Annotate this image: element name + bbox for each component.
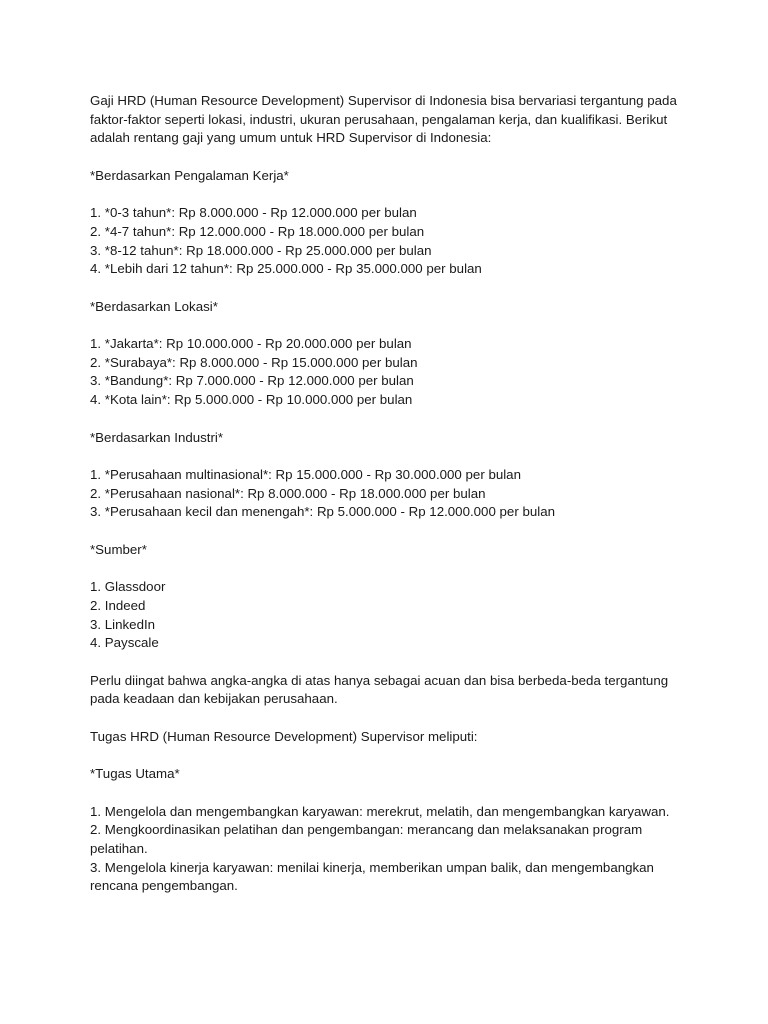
spacer xyxy=(90,148,690,167)
location-list xyxy=(90,335,690,410)
list-item: 4. *Lebih dari 12 tahun*: Rp 25.000.000 - Rp 35.000.000 per bulan xyxy=(90,261,482,277)
spacer xyxy=(90,559,690,578)
experience-list xyxy=(90,204,690,279)
list-item: 2. *Perusahaan nasional*: Rp 8.000.000 - Rp 18.000.000 per bulan xyxy=(90,485,486,501)
sources-list xyxy=(90,578,690,653)
duties-intro: Tugas HRD (Human Resource Development) Supervisor meliputi: xyxy=(90,728,478,744)
list-item: 3. *8-12 tahun*: Rp 18.000.000 - Rp 25.000.000 per bulan xyxy=(90,242,432,258)
industry-list xyxy=(90,466,690,522)
experience-heading: *Berdasarkan Pengalaman Kerja* xyxy=(90,167,289,183)
list-item: 1. *Jakarta*: Rp 10.000.000 - Rp 20.000.000 per bulan xyxy=(90,336,412,352)
spacer xyxy=(90,653,690,672)
spacer xyxy=(90,447,690,466)
spacer xyxy=(90,410,690,429)
list-item: 3. LinkedIn xyxy=(90,616,156,632)
main-duties-list xyxy=(90,803,690,897)
list-item: 2. *4-7 tahun*: Rp 12.000.000 - Rp 18.000.000 per bulan xyxy=(90,223,425,239)
list-item: 2. Mengkoordinasikan pelatihan dan pengembangan: merancang dan melaksanakan program pelatihan. xyxy=(90,822,643,856)
spacer xyxy=(90,279,690,298)
spacer xyxy=(90,522,690,541)
spacer xyxy=(90,784,690,803)
spacer xyxy=(90,316,690,335)
list-item: 2. *Surabaya*: Rp 8.000.000 - Rp 15.000.000 per bulan xyxy=(90,354,418,370)
list-item: 2. Indeed xyxy=(90,597,146,613)
spacer xyxy=(90,709,690,728)
industry-heading: *Berdasarkan Industri* xyxy=(90,429,224,445)
intro-paragraph: Gaji HRD (Human Resource Development) Supervisor di Indonesia bisa bervariasi tergantung pada faktor-faktor seperti lokasi, industri, ukuran perusahaan, pengalaman kerja, dan kualifikasi. Berikut adalah rentang gaji yang umum untuk HRD Supervisor di Indonesia: xyxy=(90,93,677,146)
list-item: 1. Glassdoor xyxy=(90,579,166,595)
list-item: 4. *Kota lain*: Rp 5.000.000 - Rp 10.000.000 per bulan xyxy=(90,392,413,408)
note-paragraph: Perlu diingat bahwa angka-angka di atas hanya sebagai acuan dan bisa berbeda-beda tergantung pada keadaan dan kebijakan perusahaan. xyxy=(90,672,669,707)
list-item: 3. *Perusahaan kecil dan menengah*: Rp 5.000.000 - Rp 12.000.000 per bulan xyxy=(90,504,555,520)
main-duties-heading: *Tugas Utama* xyxy=(90,766,180,782)
sources-heading: *Sumber* xyxy=(90,541,147,557)
list-item: 4. Payscale xyxy=(90,635,159,651)
spacer xyxy=(90,746,690,765)
spacer xyxy=(90,186,690,205)
location-heading: *Berdasarkan Lokasi* xyxy=(90,298,218,314)
list-item: 3. Mengelola kinerja karyawan: menilai kinerja, memberikan umpan balik, dan mengembangkan rencana pengembangan. xyxy=(90,859,654,894)
list-item: 1. Mengelola dan mengembangkan karyawan: merekrut, melatih, dan mengembangkan karyawan. xyxy=(90,803,670,819)
list-item: 3. *Bandung*: Rp 7.000.000 - Rp 12.000.000 per bulan xyxy=(90,373,414,389)
list-item: 1. *0-3 tahun*: Rp 8.000.000 - Rp 12.000.000 per bulan xyxy=(90,205,417,221)
document-page xyxy=(90,92,690,896)
list-item: 1. *Perusahaan multinasional*: Rp 15.000.000 - Rp 30.000.000 per bulan xyxy=(90,466,521,482)
